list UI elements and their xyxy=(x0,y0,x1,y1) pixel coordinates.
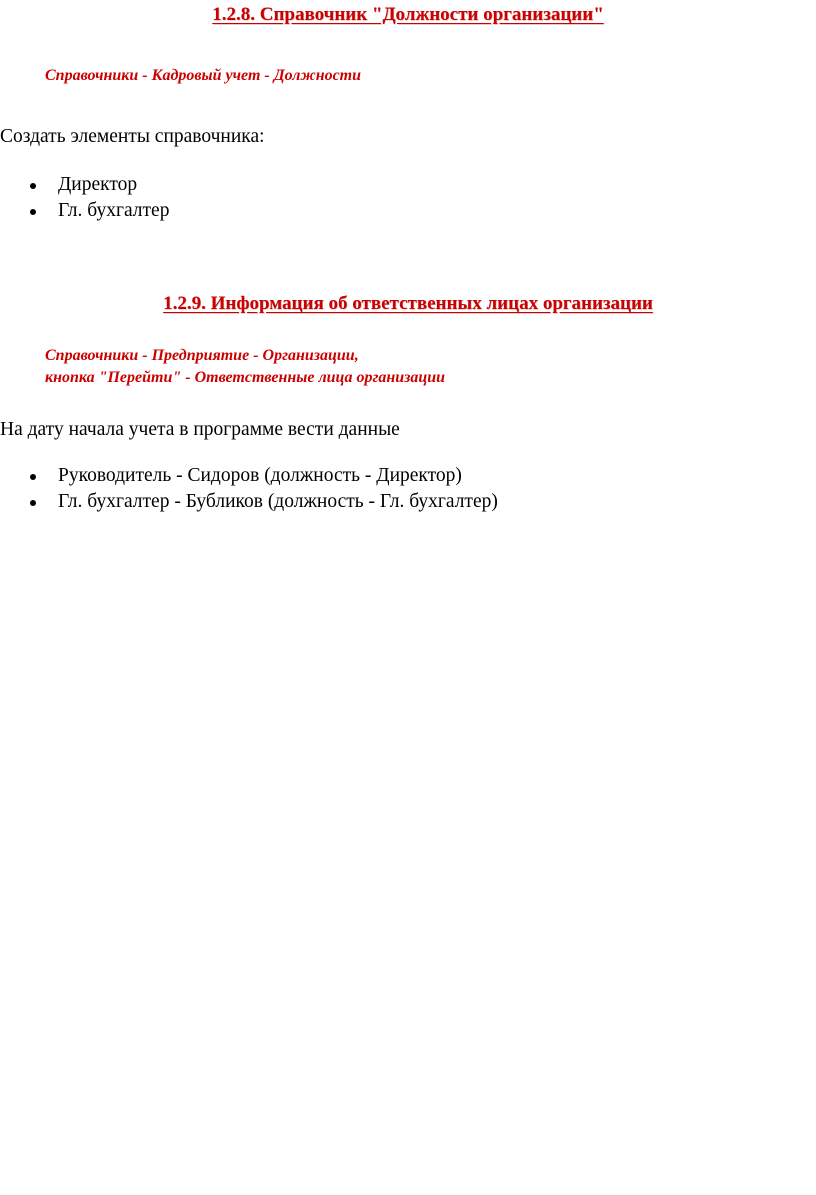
bullet-icon xyxy=(30,209,36,215)
intro-text-responsible: На дату начала учета в программе вести данные xyxy=(0,419,400,440)
bullet-icon xyxy=(30,183,36,189)
list-item-label: Гл. бухгалтер - Бубликов (должность - Гл. бухгалтер) xyxy=(58,491,498,512)
list-item-label: Директор xyxy=(58,174,138,195)
menu-path-responsible xyxy=(45,345,445,389)
positions-list xyxy=(0,172,169,224)
responsible-list xyxy=(0,463,498,515)
intro-text-positions: Создать элементы справочника: xyxy=(0,126,265,147)
list-item xyxy=(0,489,498,515)
section-heading-responsible: 1.2.9. Информация об ответственных лицах организации xyxy=(163,293,653,314)
bullet-icon xyxy=(30,500,36,506)
menu-path-line: Справочники - Предприятие - Организации, xyxy=(45,347,359,364)
list-item xyxy=(0,463,498,489)
list-item-label: Руководитель - Сидоров (должность - Директор) xyxy=(58,465,462,486)
section-heading-positions: 1.2.8. Справочник "Должности организации" xyxy=(212,4,604,25)
list-item xyxy=(0,198,169,224)
menu-path-positions xyxy=(45,65,361,87)
bullet-icon xyxy=(30,474,36,480)
list-item xyxy=(0,172,169,198)
list-item-label: Гл. бухгалтер xyxy=(58,200,170,221)
menu-path-line: Справочники - Кадровый учет - Должности xyxy=(45,67,362,84)
menu-path-line: кнопка "Перейти" - Ответственные лица организации xyxy=(45,369,446,386)
